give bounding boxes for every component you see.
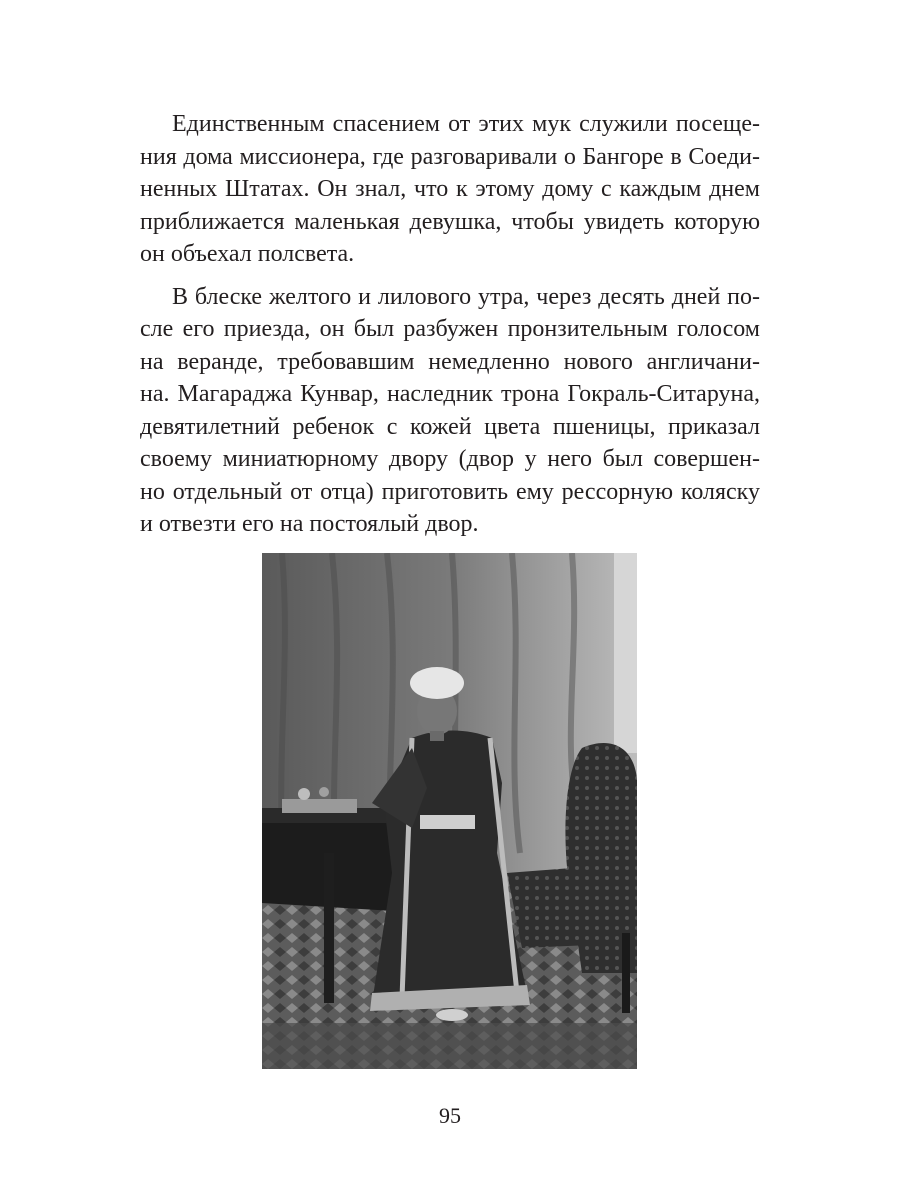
- text-line: и отвезти его на постоялый двор.: [140, 511, 479, 537]
- text-line: ния дома миссионера, где разговаривали о Бангоре в Соеди-: [140, 143, 760, 170]
- text-line: своему миниатюрному двору (двор у него был совершен-: [140, 446, 760, 472]
- historical-photograph: [262, 553, 637, 1069]
- text-line: он объехал полсвета.: [140, 241, 355, 267]
- text-line: на веранде, требовавшим немедленно нового англичани-: [140, 348, 760, 375]
- text-line: девятилетний ребенок с кожей цвета пшеницы, приказал: [140, 413, 760, 440]
- body-text: [140, 108, 760, 541]
- page-number: 95: [439, 1103, 461, 1128]
- text-line: Единственным спасением от этих мук служили посеще-: [172, 111, 760, 137]
- paragraph: [140, 108, 760, 271]
- photo-illustration: [262, 553, 637, 1069]
- paragraph: [140, 281, 760, 541]
- text-line: на. Магараджа Кунвар, наследник трона Гокраль-Ситаруна,: [140, 381, 760, 407]
- text-line: В блеске желтого и лилового утра, через десять дней по-: [172, 283, 760, 310]
- text-line: ненных Штатах. Он знал, что к этому дому с каждым днем: [140, 176, 760, 202]
- text-line: но отдельный от отца) приготовить ему рессорную коляску: [140, 478, 760, 505]
- text-line: приближается маленькая девушка, чтобы увидеть которую: [140, 208, 760, 235]
- text-line: сле его приезда, он был разбужен пронзительным голосом: [140, 316, 760, 342]
